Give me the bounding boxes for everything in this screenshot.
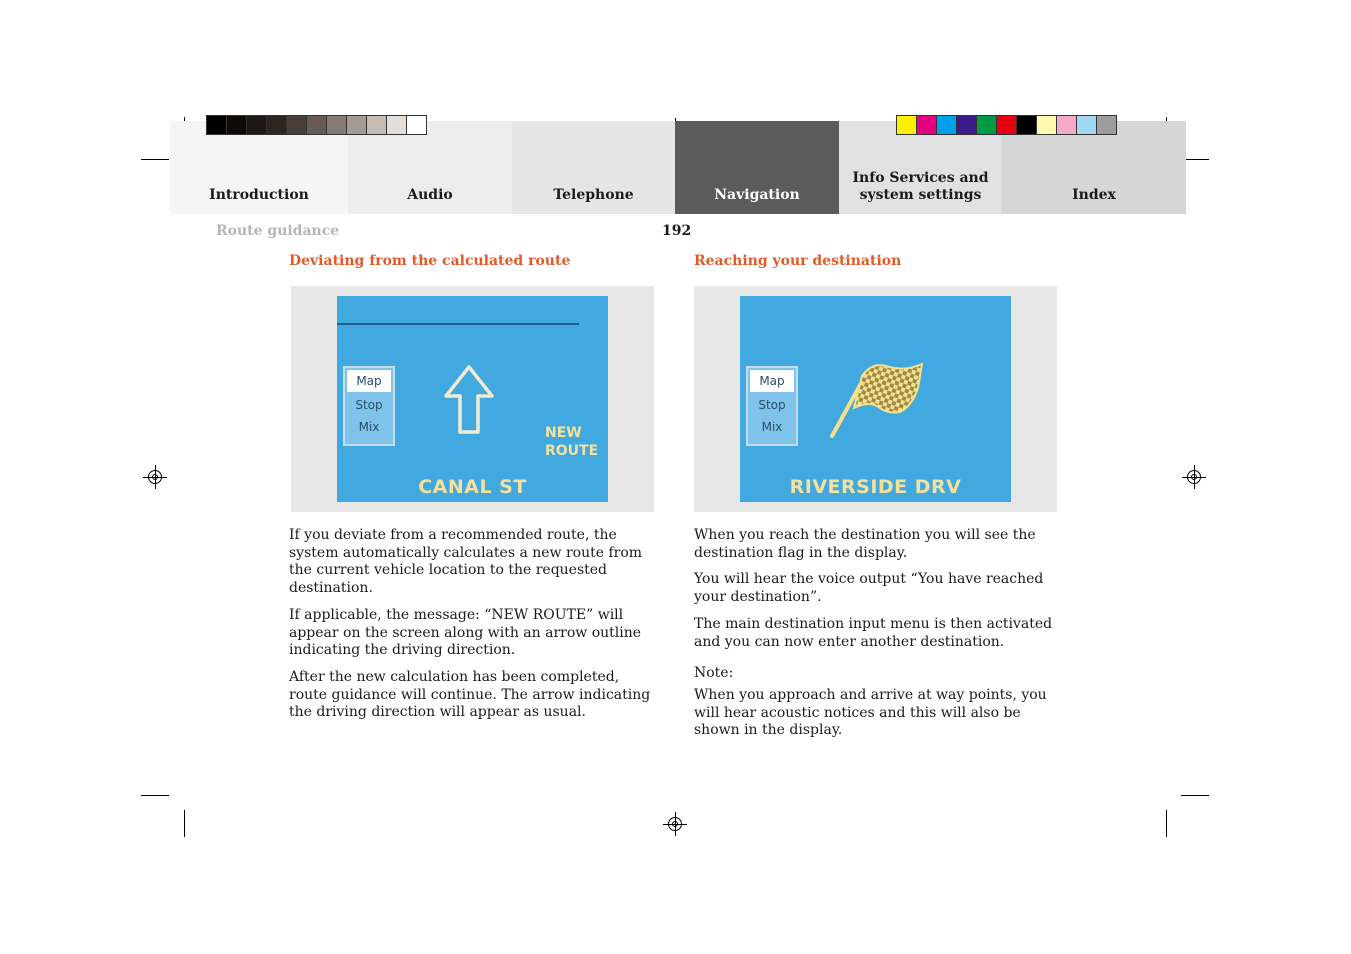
process-color-bar <box>897 115 1117 135</box>
menu-item-map: Map <box>347 370 391 392</box>
destination-figure <box>694 286 1057 512</box>
tab-label <box>553 187 633 204</box>
tab-label-line: Telephone <box>553 187 634 203</box>
registration-mark-icon <box>148 470 162 484</box>
tab-label <box>407 187 453 204</box>
paragraph: You will hear the voice output “You have reached your destination”. <box>694 571 1044 606</box>
page-number: 192 <box>662 223 692 239</box>
color-swatch <box>286 115 307 135</box>
menu-item-map: Map <box>750 370 794 392</box>
note-text: When you approach and arrive at way points, you will hear acoustic notices and this will also be shown in the display. <box>694 686 1047 739</box>
grayscale-color-bar <box>207 115 427 135</box>
left-body <box>289 527 657 731</box>
new-route-line: NEW <box>545 425 582 441</box>
tab-label-line: system settings <box>859 187 982 203</box>
color-swatch <box>1016 115 1037 135</box>
display-divider <box>337 323 579 325</box>
tab-label-line: Navigation <box>714 187 800 203</box>
registration-mark-icon <box>668 817 682 831</box>
checkered-flag-icon <box>828 356 928 440</box>
color-swatch <box>1036 115 1057 135</box>
new-route-message <box>545 424 598 460</box>
arrow-up-outline-icon <box>443 364 495 436</box>
paragraph: After the new calculation has been completed, route guidance will continue. The arrow indicating the driving direction will appear as usual. <box>289 668 651 721</box>
color-swatch <box>996 115 1017 135</box>
color-swatch <box>1056 115 1077 135</box>
right-body <box>694 527 1062 749</box>
display-menu <box>343 366 395 446</box>
color-swatch <box>1096 115 1117 135</box>
street-name: RIVERSIDE DRV <box>789 476 962 498</box>
tab-label-line: Info Services and <box>852 170 989 186</box>
menu-item-stop: Stop <box>355 398 383 412</box>
paragraph: If you deviate from a recommended route, the system automatically calculates a new route from the current vehicle location to the requested destination. <box>289 527 643 597</box>
paragraph: If applicable, the message: “NEW ROUTE” will appear on the screen along with an arrow outline indicating the driving direction. <box>289 606 642 659</box>
color-swatch <box>266 115 287 135</box>
display-menu <box>746 366 798 446</box>
section-title: Route guidance <box>216 223 340 239</box>
right-heading: Reaching your destination <box>694 253 902 269</box>
color-swatch <box>226 115 247 135</box>
color-swatch <box>916 115 937 135</box>
crop-mark <box>184 810 185 837</box>
tab-label-line: Audio <box>407 187 453 203</box>
tab-label-line: Index <box>1072 187 1116 203</box>
color-swatch <box>406 115 427 135</box>
color-swatch <box>976 115 997 135</box>
note-label: Note: <box>694 665 734 682</box>
color-swatch <box>896 115 917 135</box>
tab-navigation[interactable] <box>675 121 839 214</box>
tab-label <box>209 187 309 204</box>
menu-item-mix: Mix <box>761 420 783 434</box>
color-swatch <box>346 115 367 135</box>
color-swatch <box>206 115 227 135</box>
color-swatch <box>306 115 327 135</box>
new-route-figure <box>291 286 654 512</box>
street-name: CANAL ST <box>418 476 527 498</box>
paragraph: When you reach the destination you will see the destination flag in the display. <box>694 527 1036 561</box>
color-swatch <box>386 115 407 135</box>
color-swatch <box>956 115 977 135</box>
new-route-line: ROUTE <box>545 443 599 459</box>
crop-mark <box>1181 795 1209 796</box>
color-swatch <box>1076 115 1097 135</box>
tab-telephone[interactable] <box>512 121 675 214</box>
registration-mark-icon <box>1187 470 1201 484</box>
crop-mark <box>141 795 169 796</box>
color-swatch <box>246 115 267 135</box>
tab-label <box>1072 187 1116 204</box>
navigation-display <box>740 296 1011 502</box>
paragraph: The main destination input menu is then activated and you can now enter another destination. <box>694 615 1053 650</box>
color-swatch <box>326 115 347 135</box>
tab-label <box>852 170 988 204</box>
tab-label <box>714 187 799 204</box>
color-swatch <box>936 115 957 135</box>
menu-item-mix: Mix <box>358 420 380 434</box>
navigation-display <box>337 296 608 502</box>
color-swatch <box>366 115 387 135</box>
menu-item-stop: Stop <box>758 398 786 412</box>
crop-mark <box>1166 810 1167 837</box>
left-heading: Deviating from the calculated route <box>289 253 571 269</box>
tab-label-line: Introduction <box>209 187 309 203</box>
crop-mark <box>141 159 169 160</box>
